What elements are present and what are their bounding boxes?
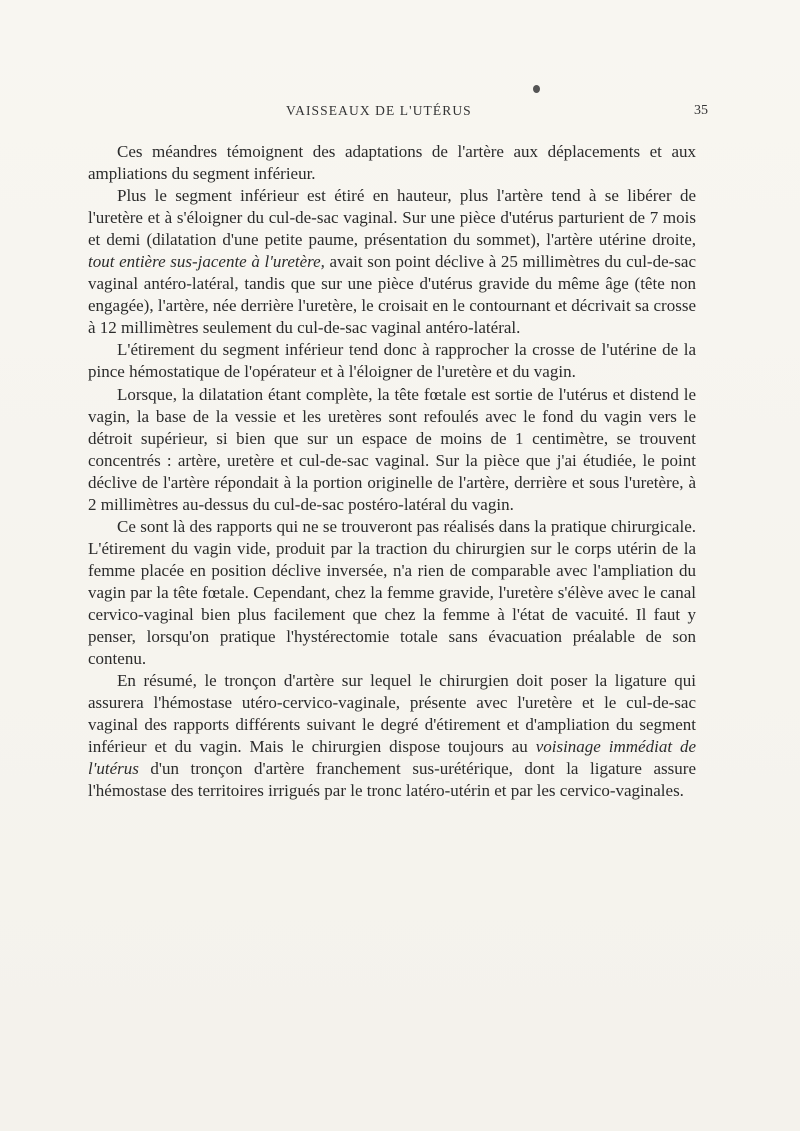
paragraph-5: [88, 516, 696, 670]
italic-phrase: tout entière sus-jacente à l'uretère,: [88, 252, 325, 272]
running-title: VAISSEAUX DE L'UTÉRUS: [286, 103, 472, 118]
italic-phrase: voisinage immédiat de l'utérus: [88, 737, 697, 779]
paragraph-6: [88, 670, 696, 802]
paragraph-3: [88, 339, 696, 383]
body-text: [88, 141, 696, 802]
paragraph-text: Lorsque, la dilatation étant complète, la tête fœtale est sortie de l'utérus et distend le vagin, la base de la vessie et les uretères sont refoulés avec le fond du vagin vers le détroit supérieur, si bien que sur un espace de moins de 1 centimètre, se trouvent concentrés : artère, uretère et cul-de-sac vaginal. Sur la pièce que j'ai étudiée, le point déclive de l'artère répondait à la portion originelle de l'artère, derrière et sous l'uretère, à 2 millimètres au-dessus du cul-de-sac postéro-latéral du vagin.: [88, 384, 696, 514]
paragraph-text: avait son point déclive à 25 millimètres du cul-de-sac vaginal antéro-latéral, tandis que sur une pièce d'utérus gravide du même âge (tête non engagée), l'artère, née derrière l'uretère, le croisait en le contournant et décrivait sa crosse à 12 millimètres seulement du cul-de-sac vaginal antéro-latéral.: [88, 252, 697, 338]
paragraph-text: Plus le segment inférieur est étiré en hauteur, plus l'artère tend à se libérer de l'uretère et à s'éloigner du cul-de-sac vaginal. Sur une pièce d'utérus parturient de 7 mois et demi (dilatation d'une petite paume, présentation du sommet), l'artère utérine droite,: [88, 186, 696, 250]
paragraph-text: Ce sont là des rapports qui ne se trouveront pas réalisés dans la pratique chirurgicale. L'étirement du vagin vide, produit par la traction du chirurgien sur le corps utérin de la femme placée en position déclive inversée, n'a rien de comparable avec l'ampliation du vagin par la tête fœtale. Cependant, chez la femme gravide, l'uretère s'élève avec le canal cervico-vaginal bien plus facilement que chez la femme à l'état de vacuité. Il faut y penser, lorsqu'on pratique l'hystérectomie totale sans évacuation préalable de son contenu.: [88, 516, 696, 669]
paragraph-text: Ces méandres témoignent des adaptations de l'artère aux déplacements et aux ampliations du segment inférieur.: [88, 142, 696, 184]
paragraph-4: [88, 384, 696, 516]
ink-speck: [533, 85, 540, 93]
paragraph-text: En résumé, le tronçon d'artère sur lequel le chirurgien doit poser la ligature qui assurera l'hémostase utéro-cervico-vaginale, présente avec l'uretère et le cul-de-sac vaginal des rapports différents suivant le degré d'étirement et d'ampliation du segment inférieur et du vagin. Mais le chirurgien dispose toujours au: [88, 671, 696, 757]
page-number: 35: [694, 103, 708, 118]
page-header: [88, 103, 708, 125]
paragraph-1: [88, 141, 696, 185]
paragraph-2: [88, 185, 696, 339]
paragraph-text: d'un tronçon d'artère franchement sus-urétérique, dont la ligature assure l'hémostase des territoires irrigués par le tronc latéro-utérin et par les cervico-vaginales.: [88, 759, 696, 801]
paragraph-text: L'étirement du segment inférieur tend donc à rapprocher la crosse de l'utérine de la pince hémostatique de l'opérateur et à l'éloigner de l'uretère et du vagin.: [88, 340, 696, 382]
